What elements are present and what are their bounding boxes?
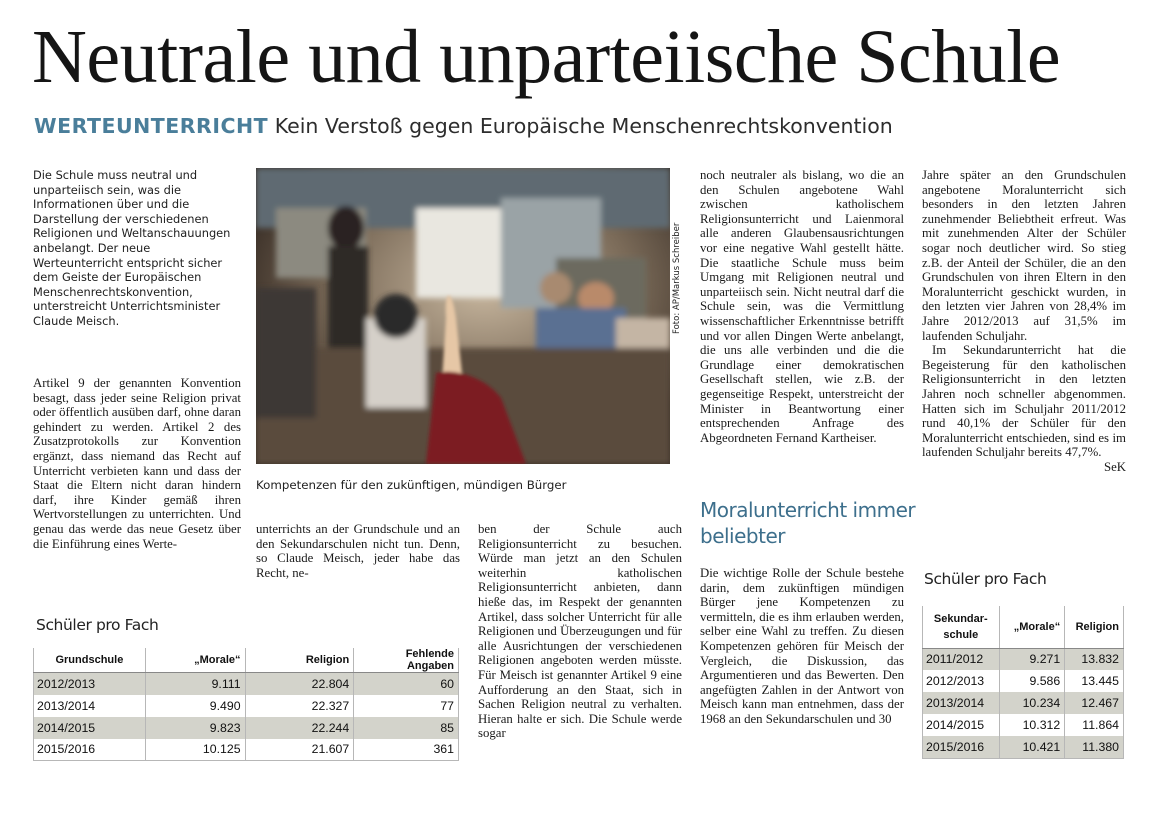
table-cell: 2014/2015 — [923, 714, 1000, 736]
table-header-cell: Grundschule — [34, 648, 146, 673]
table-header-cell: Fehlende Angaben — [354, 648, 459, 673]
table-header-cell: „Morale“ — [999, 606, 1065, 648]
table-cell: 22.327 — [245, 695, 354, 717]
table-row — [923, 670, 1124, 692]
column-5-paragraph-2: Im Sekundarunterricht hat die Begeisterung für den katholischen Religionsunterricht in den letzten Jahren noch schneller abgenommen. Hatten sich im Schuljahr 2011/2012 rund 40,1% der Schüler für den Moralunterricht entschieden, sind es im laufenden Schuljahr bereits 47,7%. — [922, 343, 1126, 460]
table-row — [923, 736, 1124, 758]
table-row — [34, 717, 459, 739]
table-cell: 9.271 — [999, 648, 1065, 670]
table-cell: 11.380 — [1065, 736, 1124, 758]
table-cell: 85 — [354, 717, 459, 739]
table-cell: 77 — [354, 695, 459, 717]
table-row — [34, 673, 459, 695]
column-5-body — [922, 168, 1126, 474]
table-header-row — [34, 648, 459, 673]
table-cell: 22.804 — [245, 673, 354, 695]
table-cell: 12.467 — [1065, 692, 1124, 714]
table-cell: 11.864 — [1065, 714, 1124, 736]
table-2 — [922, 606, 1124, 759]
column-5-paragraph-1: Jahre später an den Grundschulen angebotene Moralunterricht sich besonders in den letzten Jahren zunehmender Beliebtheit erfreut. Was mit zunehmenden Alter der Schüler sogar noch deutlicher wird. So stieg z.B. der Anteil der Schüler, die an den Grundschulen von ihren Eltern in den Moralunterricht geschickt wurden, in den letzten vier Jahren von 28,4% im Jahre 2012/2013 auf 31,5% im laufenden Schuljahr. — [922, 168, 1126, 343]
table-1 — [33, 648, 459, 761]
table-cell: 2013/2014 — [34, 695, 146, 717]
subline-kicker: WERTEUNTERRICHT — [34, 114, 269, 138]
table-row — [923, 648, 1124, 670]
table-cell: 2011/2012 — [923, 648, 1000, 670]
section-subheading: Moralunterricht immer beliebter — [700, 498, 916, 548]
table-cell: 10.125 — [145, 739, 245, 761]
table-cell: 60 — [354, 673, 459, 695]
table-row — [923, 692, 1124, 714]
classroom-photo — [256, 168, 670, 464]
table-cell: 2015/2016 — [34, 739, 146, 761]
table-header-cell: Sekundar- schule — [923, 606, 1000, 648]
column-2-body: unterrichts an der Grundschule und an den Sekundarschulen nicht tun. Denn, so Claude Meisch, jeder habe das Recht, ne- — [256, 522, 460, 580]
table-cell: 2015/2016 — [923, 736, 1000, 758]
headline: Neutrale und unparteiische Schule — [32, 15, 1061, 99]
table-2-title: Schüler pro Fach — [924, 570, 1047, 588]
subline-text: Kein Verstoß gegen Europäische Menschenrechtskonvention — [274, 114, 893, 138]
table-cell: 21.607 — [245, 739, 354, 761]
column-4-body-bottom: Die wichtige Rolle der Schule bestehe darin, dem zukünftigen mündigen Bürger jene Kompetenzen zu vermitteln, die es ihm erlauben werden, selber eine Wahl zu treffen. Zu diesen Kompetenzen gehören für Meisch der Vergleich, die Diskussion, das Argumentieren und das Bewerten. Den angefügten Zahlen in der Antwort von Meisch kann man entnehmen, dass der 1968 an den Sekundarschulen und 30 — [700, 566, 904, 726]
table-cell: 13.832 — [1065, 648, 1124, 670]
table-header-cell: „Morale“ — [145, 648, 245, 673]
table-header-cell: Religion — [1065, 606, 1124, 648]
table-cell: 13.445 — [1065, 670, 1124, 692]
column-1-body: Artikel 9 der genannten Konvention besagt, dass jeder seine Religion privat oder öffentlich ausüben darf, ohne daran gehindert zu werden. Artikel 2 des Zusatzprotokolls zur Konvention ergänzt, dass niemand das Recht auf Unterricht verbieten kann und dass der Staat die Eltern nicht daran hindern darf, ihre Kinder gemäß ihren Wertvorstellungen zu unterrichten. Und genau das werde das neue Gesetz über die Einführung eines Werte- — [33, 376, 241, 551]
photo-credit: Foto: AP/Markus Schreiber — [672, 222, 682, 334]
table-cell: 2012/2013 — [34, 673, 146, 695]
table-cell: 9.111 — [145, 673, 245, 695]
table-row — [34, 739, 459, 761]
table-cell: 361 — [354, 739, 459, 761]
lead-paragraph: Die Schule muss neutral und unparteiisch sein, was die Informationen über und die Darstellung der verschiedenen Religionen und Weltanschauungen anbelangt. Der neue Werteunterricht entspricht sicher dem Geiste der Europäischen Menschenrechtskonvention, unterstreicht Unterrichtsminister Claude Meisch. — [33, 168, 231, 328]
table-cell: 10.234 — [999, 692, 1065, 714]
table-1-title: Schüler pro Fach — [36, 616, 159, 634]
table-cell: 2013/2014 — [923, 692, 1000, 714]
column-3-body: ben der Schule auch Religionsunterricht zu besuchen. Würde man jetzt an den Schulen weiterhin katholischen Religionsunterricht anbieten, dann hieße das, im Respekt der genannten Artikel, dass solcher Unterricht für alle Religionen und Überzeugungen und für alle Ausrichtungen der verschiedenen Religionen angeboten werden müsste. Für Meisch ist genannter Artikel 9 eine Aufforderung an den Staat, sich in Sachen Religion neutral zu verhalten. Hieran halte er sich. Die Schule werde sogar — [478, 522, 682, 741]
table-header-row — [923, 606, 1124, 648]
table-cell: 2012/2013 — [923, 670, 1000, 692]
table-cell: 9.823 — [145, 717, 245, 739]
subline — [34, 112, 1124, 140]
table-cell: 10.312 — [999, 714, 1065, 736]
table-cell: 2014/2015 — [34, 717, 146, 739]
table-header-cell: Religion — [245, 648, 354, 673]
table-cell: 9.490 — [145, 695, 245, 717]
column-4-body-top: noch neutraler als bislang, wo die an den Schulen angebotene Wahl zwischen katholischem Religionsunterricht und Laienmoral alle anderen Glaubensausrichtungen vor eine negative Wahl gestellt hätte. Die staatliche Schule muss beim Umgang mit Religionen neutral und unparteiisch sein. Nicht neutral darf die Schule sein, was die Vermittlung wissenschaftlicher Erkenntnisse betrifft und vor allen Dingen Werte anbelangt, die uns alle verbinden und die die Grundlage einer demokratischen Gesellschaft stellen, wie z.B. der gegenseitige Respekt, unterstreicht der Minister in Beantwortung einer entsprechenden Anfrage des Abgeordneten Fernand Kartheiser. — [700, 168, 904, 445]
table-row — [923, 714, 1124, 736]
table-cell: 10.421 — [999, 736, 1065, 758]
table-row — [34, 695, 459, 717]
photo-caption: Kompetenzen für den zukünftigen, mündigen Bürger — [256, 478, 567, 492]
table-cell: 22.244 — [245, 717, 354, 739]
author-signature: SeK — [1103, 459, 1126, 474]
table-cell: 9.586 — [999, 670, 1065, 692]
